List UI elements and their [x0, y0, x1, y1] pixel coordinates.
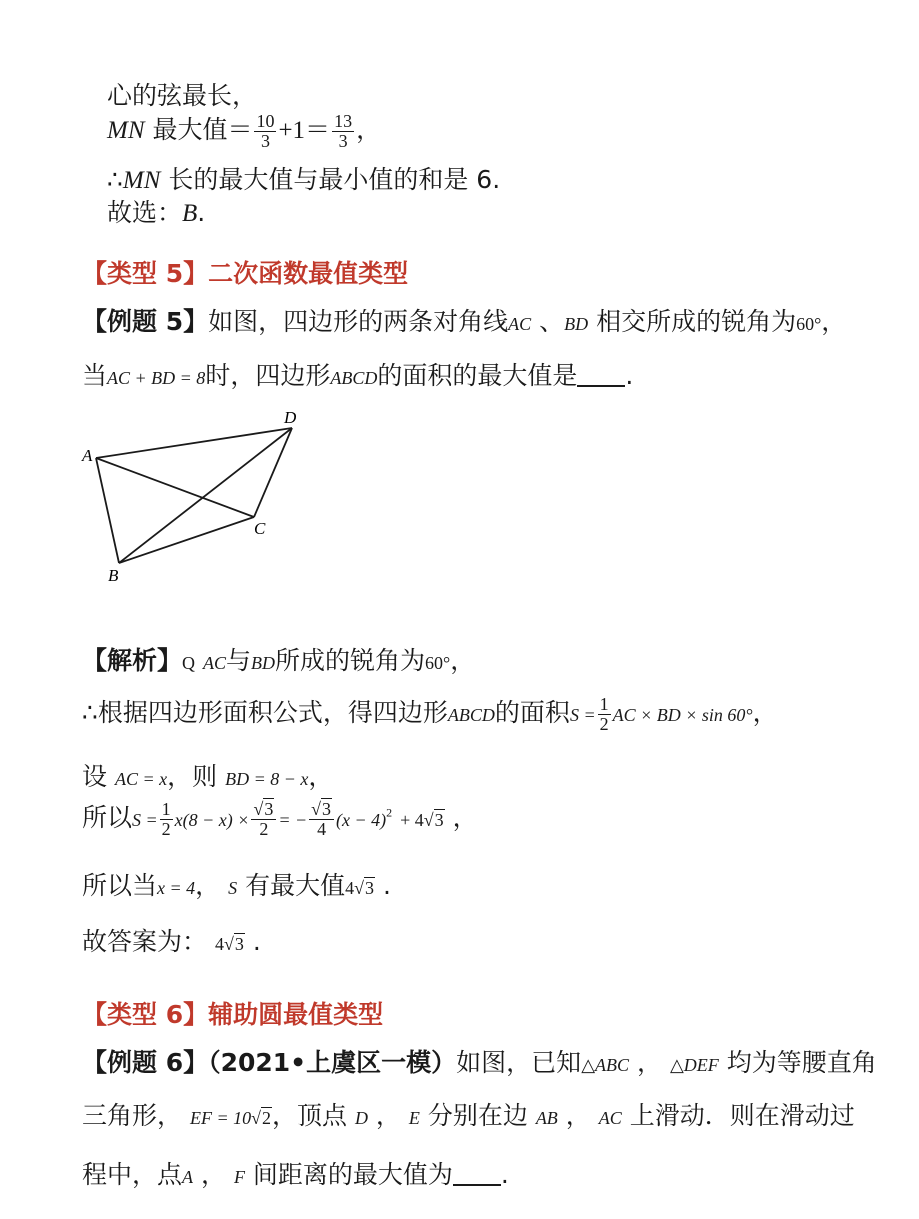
fraction: [160, 800, 173, 839]
den: 2: [259, 818, 269, 839]
root: 3: [322, 798, 332, 819]
math: S: [228, 878, 238, 898]
math: △ABC: [581, 1055, 630, 1075]
side-ad: [96, 428, 292, 458]
math: BD: [564, 314, 589, 334]
example6-line-1: [82, 1043, 877, 1079]
math: S =: [132, 810, 158, 830]
text: ，: [308, 762, 334, 791]
example-label: 【例题 6】（2021•上虞区一模）: [82, 1048, 457, 1077]
therefore: ∴: [82, 698, 98, 727]
coef: 4: [345, 878, 355, 898]
top-line-4: [107, 193, 205, 229]
math: x(8 − x) ×: [174, 810, 250, 830]
text: 、: [539, 307, 565, 336]
text: ，: [200, 1160, 226, 1189]
text: .: [197, 198, 206, 227]
math: EF = 10: [189, 1108, 252, 1128]
answer: B: [182, 200, 198, 227]
fraction: [598, 695, 611, 734]
math: 60°: [425, 653, 451, 673]
text: 心的弦最长，: [107, 81, 258, 110]
fraction: [332, 112, 354, 151]
therefore: ∴: [107, 165, 123, 194]
root: 3: [234, 934, 244, 954]
den: 3: [338, 130, 348, 151]
text: ，: [195, 871, 221, 900]
diagonal-ac: [96, 458, 254, 517]
math: F: [233, 1167, 245, 1187]
text: 分别在边: [427, 1101, 528, 1130]
math-mn: MN: [107, 117, 145, 144]
coef: 4: [214, 934, 224, 954]
answer-blank: [577, 385, 625, 387]
root: 3: [264, 798, 274, 819]
den: 2: [161, 818, 171, 839]
text: +1＝: [278, 117, 331, 144]
text: 如图，已知: [456, 1048, 582, 1077]
text: ，: [636, 1048, 662, 1077]
fraction: $\frac{√3}{2}$: [251, 800, 276, 839]
text: 有最大值: [245, 871, 346, 900]
fraction: [254, 112, 276, 151]
den: 4: [317, 818, 327, 839]
math: E: [408, 1108, 420, 1128]
den: 3: [260, 130, 270, 151]
text: .: [382, 871, 391, 900]
text: 间距离的最大值为: [252, 1160, 453, 1189]
math: AC: [202, 653, 226, 673]
solution5-line-3: [82, 757, 333, 793]
math: ABCD: [330, 368, 378, 388]
example-label: 【例题 5】: [82, 307, 209, 336]
label-d: D: [284, 408, 297, 427]
num: 13: [334, 110, 353, 131]
math: AB: [535, 1108, 558, 1128]
text: ，: [752, 698, 778, 727]
num: 1: [599, 693, 609, 714]
diagonal-bd: [119, 428, 292, 563]
solution5-line-6: 故答案为： 4√3 .: [82, 927, 261, 956]
example6-line-3: [82, 1155, 509, 1191]
text: .: [625, 361, 634, 390]
example5-line-1: [82, 302, 846, 338]
num: 10: [256, 110, 275, 131]
math: AC: [508, 314, 532, 334]
math: x = 4: [157, 878, 196, 898]
math: + 4: [400, 810, 424, 830]
quadrilateral-figure: [70, 400, 330, 590]
solution5-line-2: [82, 693, 778, 733]
section-heading-type6: 【类型 6】辅助圆最值类型: [82, 1000, 384, 1029]
text: 三角形，: [82, 1101, 183, 1130]
den: 2: [599, 713, 609, 734]
math: = −: [278, 810, 308, 830]
text: 与: [225, 646, 251, 675]
text: 时，四边形: [205, 361, 331, 390]
text: .: [500, 1160, 509, 1189]
math: AC: [598, 1108, 622, 1128]
math: BD: [251, 653, 275, 673]
text: ，: [821, 307, 847, 336]
root: 3: [364, 878, 374, 898]
fraction: $\frac{√3}{4}$: [309, 800, 334, 839]
math: 60°: [796, 314, 822, 334]
side-ba: [96, 458, 119, 563]
text: 程中，点: [82, 1160, 183, 1189]
text: ，: [452, 803, 478, 832]
math: ABCD: [447, 705, 495, 725]
text: ，: [565, 1101, 591, 1130]
math: S =: [569, 705, 596, 725]
text: 故答案为：: [82, 927, 208, 956]
top-line-1: [107, 76, 257, 112]
math: D: [354, 1108, 368, 1128]
num: 1: [161, 798, 171, 819]
text: ，: [356, 115, 382, 144]
text: ，: [375, 1101, 401, 1130]
top-line-2: [107, 110, 381, 150]
example6-line-2: 三角形， EF = 10√2，顶点 D ， E 分别在边 AB ， AC 上滑动．则在滑动过: [82, 1101, 855, 1130]
text: 长的最大值与最小值的和是 6.: [160, 165, 501, 194]
math-mn: MN: [122, 167, 161, 194]
text: 均为等腰直角: [726, 1048, 877, 1077]
math: (x − 4): [336, 810, 387, 830]
section-heading-type5: 【类型 5】二次函数最值类型: [82, 259, 409, 288]
label-c: C: [254, 519, 266, 538]
text: .: [252, 927, 261, 956]
label-b: B: [108, 566, 119, 585]
answer-blank: [453, 1184, 501, 1186]
text: ，顶点: [272, 1101, 348, 1130]
solution5-line-1: [82, 641, 475, 677]
top-line-3: [107, 160, 500, 196]
math: AC = x: [114, 769, 168, 789]
math: AC × BD × sin 60°: [612, 705, 753, 725]
side-cb: [119, 517, 254, 563]
math: BD = 8 − x: [225, 769, 309, 789]
text: 最大值＝: [144, 115, 253, 144]
text: 如图，四边形的两条对角线: [208, 307, 509, 336]
text: 所以当: [82, 871, 158, 900]
root: 3: [434, 810, 444, 830]
math: AC + BD = 8: [107, 368, 206, 388]
text: 的面积的最大值是: [377, 361, 578, 390]
text: 相交所成的锐角为: [596, 307, 797, 336]
math: A: [182, 1167, 194, 1187]
math: △DEF: [669, 1055, 719, 1075]
text: 所以: [82, 803, 133, 832]
text: 所成的锐角为: [275, 646, 426, 675]
side-dc: [254, 428, 292, 517]
text: 当: [82, 361, 108, 390]
text: ，则: [167, 762, 218, 791]
text: 上滑动．则在滑动过: [629, 1101, 855, 1130]
solution5-line-4: 所以S = $\frac{1}{2}$ x(8 − x) × $\frac{√3}{2}$ = − $\frac{√3}{4}$ $(x - 4)^2 + 4√3$ ，: [82, 798, 478, 839]
solution5-line-5: 所以当x = 4， S 有最大值4√3 .: [82, 871, 391, 900]
label-a: A: [82, 446, 93, 465]
text: ，: [450, 646, 476, 675]
text: 根据四边形面积公式，得四边形: [97, 698, 448, 727]
root: 2: [262, 1108, 271, 1128]
example5-line-2: [82, 356, 633, 392]
exponent: 2: [386, 805, 393, 820]
text: 故选：: [107, 198, 183, 227]
text: 设: [82, 762, 108, 791]
math: Q: [182, 653, 196, 673]
solution-label: 【解析】: [82, 646, 183, 675]
text: 的面积: [494, 698, 570, 727]
